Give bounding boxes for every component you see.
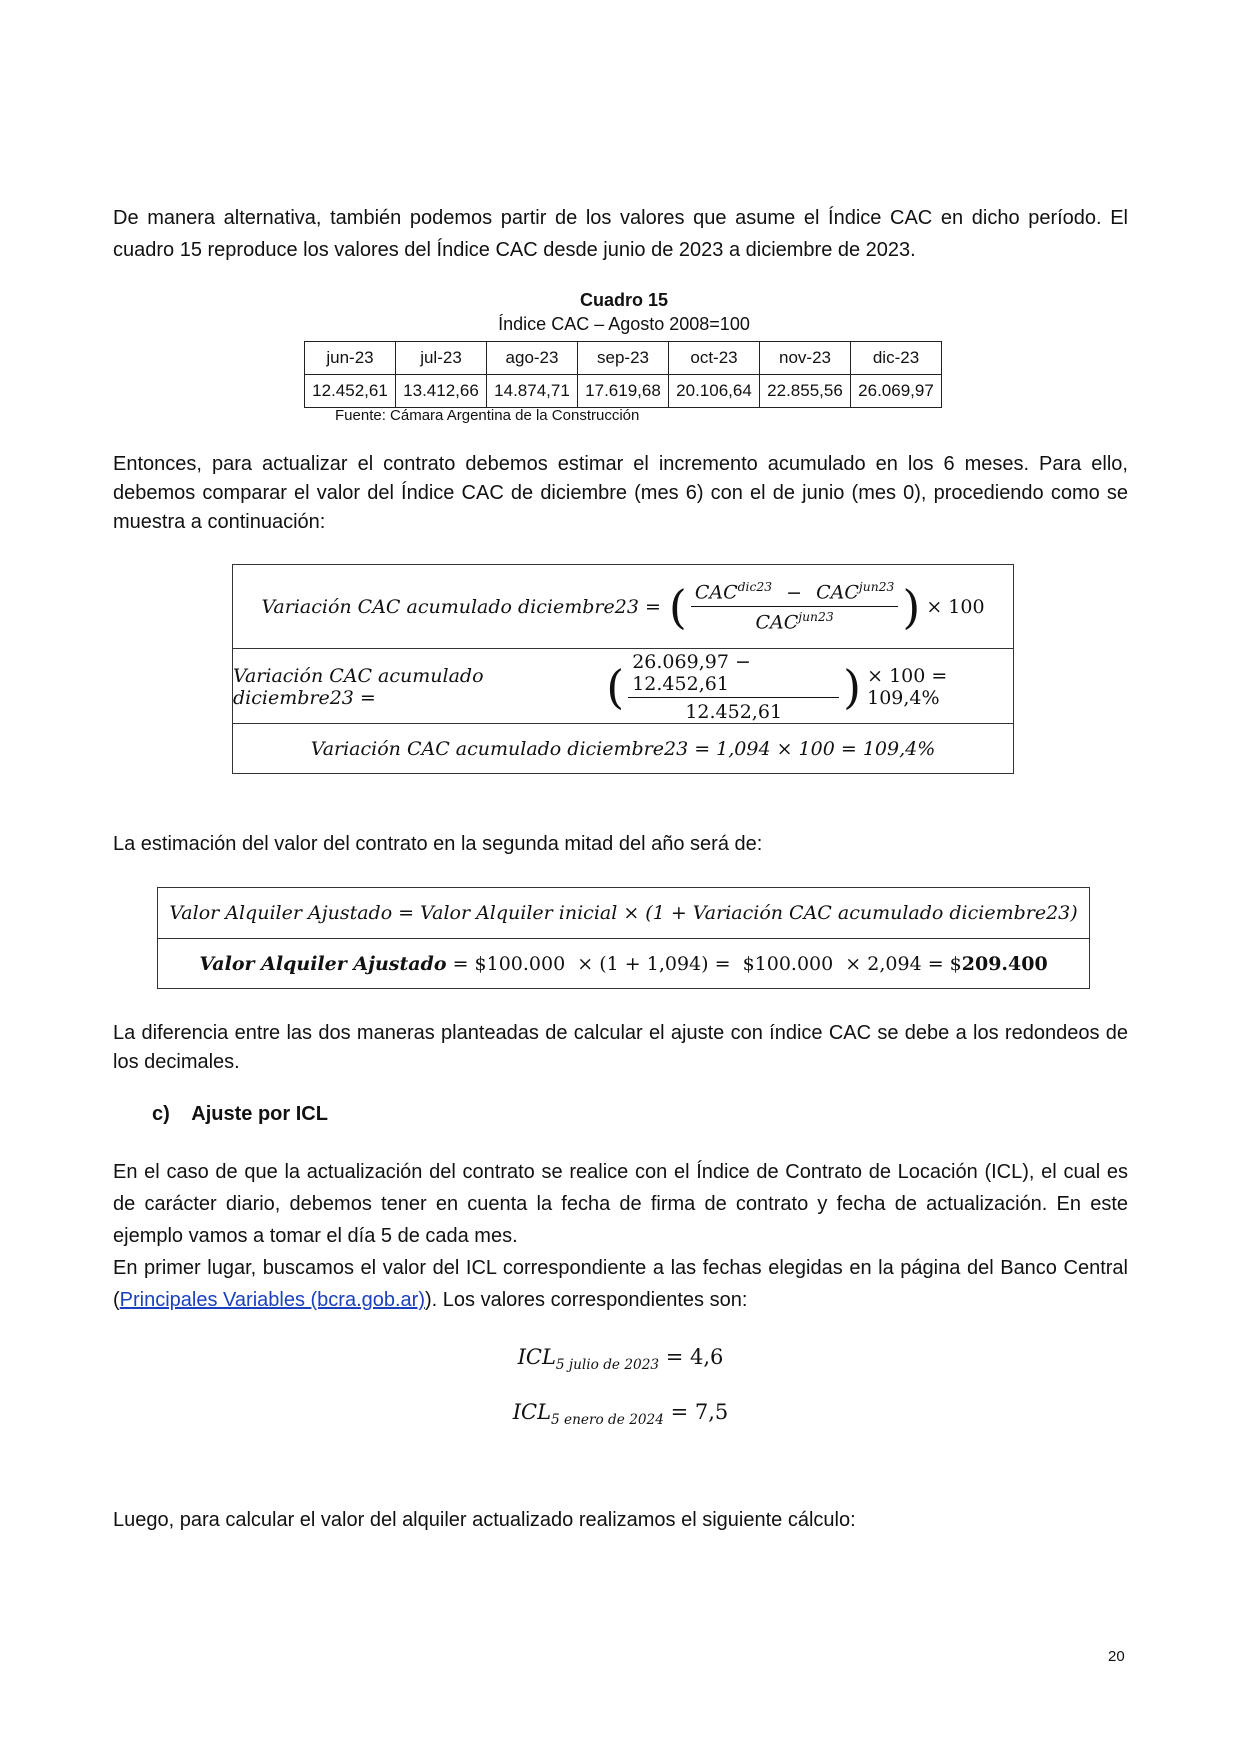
table-row bbox=[305, 375, 942, 408]
table-subtitle: Índice CAC – Agosto 2008=100 bbox=[498, 314, 750, 334]
table-header-cell: jun-23 bbox=[305, 342, 396, 375]
table-header-cell: sep-23 bbox=[578, 342, 669, 375]
formula-general-row: Variación CAC acumulado diciembre23 = ( $\frac{CAC^{dic23} - CAC^{jun23}}{CAC^{jun23}}$ ) × 100 bbox=[261, 579, 985, 634]
formula-values-fraction bbox=[628, 651, 839, 723]
paragraph-method: Entonces, para actualizar el contrato debemos estimar el incremento acumulado en los 6 meses. Para ello, debemos comparar el valor del Índice CAC de diciembre (mes 6) con el de junio (mes 0), procediendo como se muestra a continuación: bbox=[113, 453, 1128, 533]
table-cell: 13.412,66 bbox=[396, 375, 487, 408]
table-cell: 22.855,56 bbox=[760, 375, 851, 408]
paragraph-text: En primer lugar, buscamos el valor del ICL correspondiente a las fechas elegidas en la página del Banco Central ( bbox=[113, 1257, 1128, 1311]
icl-date-subscript: 5 enero de 2024 bbox=[551, 1412, 664, 1429]
formula-values-row: Variación CAC acumulado diciembre23 = ( $\frac{26.069,97 - 12.452,61}{12.452,61}$ ) × 100 = 109,4% bbox=[233, 648, 1013, 724]
cac-variation-formula-box bbox=[232, 564, 1014, 774]
formula-term: CAC bbox=[816, 581, 859, 604]
intro-paragraph: De manera alternativa, también podemos partir de los valores que asume el Índice CAC en dicho período. El cuadro 15 reproduce los valores del Índice CAC desde junio de 2023 a diciembre de 2023. bbox=[113, 207, 1128, 261]
icl-symbol: ICL bbox=[517, 1345, 556, 1369]
table-header-cell: nov-23 bbox=[760, 342, 851, 375]
table-header-cell: ago-23 bbox=[487, 342, 578, 375]
formula-superscript: jun23 bbox=[858, 580, 895, 595]
table-cell: 26.069,97 bbox=[851, 375, 942, 408]
formula-superscript: jun23 bbox=[798, 609, 834, 624]
icl-value: = 4,6 bbox=[659, 1345, 724, 1369]
table-source: Fuente: Cámara Argentina de la Construcción bbox=[335, 407, 640, 424]
adjusted-rent-label: Valor Alquiler Ajustado bbox=[199, 953, 447, 975]
cac-index-table bbox=[304, 341, 942, 408]
table-cell: 14.874,71 bbox=[487, 375, 578, 408]
paragraph-calculation: Luego, para calcular el valor del alquiler actualizado realizamos el siguiente cálculo: bbox=[113, 1509, 856, 1531]
adjusted-rent-result: 209.400 bbox=[961, 953, 1048, 975]
formula-term: CAC bbox=[755, 610, 799, 633]
table-cell: 17.619,68 bbox=[578, 375, 669, 408]
page-number: 20 bbox=[1108, 1648, 1125, 1665]
formula-result: × 100 = 109,4% bbox=[867, 664, 948, 709]
table-title: Cuadro 15 bbox=[579, 290, 669, 310]
adjusted-rent-formula-box bbox=[157, 887, 1090, 989]
formula-fraction bbox=[691, 580, 899, 633]
formula-multiplier: × 100 bbox=[926, 595, 985, 618]
table-cell: 12.452,61 bbox=[305, 375, 396, 408]
adjusted-rent-values-row bbox=[158, 938, 1089, 989]
formula-lhs: Variación CAC acumulado diciembre23 = bbox=[261, 595, 661, 618]
bcra-link[interactable]: Principales Variables (bcra.gob.ar) bbox=[119, 1289, 425, 1311]
icl-value: = 7,5 bbox=[663, 1400, 729, 1424]
table-cell: 20.106,64 bbox=[669, 375, 760, 408]
formula-numerator: 26.069,97 − 12.452,61 bbox=[628, 651, 839, 698]
paragraph-icl-intro: En el caso de que la actualización del contrato se realice con el Índice de Contrato de Locación (ICL), el cual es de carácter diario, debemos tener en cuenta la fecha de firma de contrato y fecha de actualización. En este ejemplo vamos a tomar el día 5 de cada mes. bbox=[113, 1161, 1128, 1247]
table-header-row bbox=[305, 342, 942, 375]
formula-lhs: Variación CAC acumulado diciembre23 = bbox=[233, 664, 484, 709]
table-header-cell: jul-23 bbox=[396, 342, 487, 375]
paragraph-difference: La diferencia entre las dos maneras planteadas de calcular el ajuste con índice CAC se debe a los redondeos de los decimales. bbox=[113, 1022, 1128, 1073]
formula-term: CAC bbox=[694, 581, 738, 604]
formula-superscript: dic23 bbox=[737, 580, 773, 595]
paragraph-icl-source bbox=[113, 1252, 1128, 1316]
formula-operator: − bbox=[786, 581, 803, 604]
section-heading: c) Ajuste por ICL bbox=[152, 1103, 328, 1125]
formula-result-row: Variación CAC acumulado diciembre23 = 1,094 × 100 = 109,4% bbox=[233, 723, 1013, 774]
formula-denominator: 12.452,61 bbox=[685, 700, 783, 723]
adjusted-rent-general-row: Valor Alquiler Ajustado = Valor Alquiler inicial × (1 + Variación CAC acumulado diciembre23) bbox=[169, 902, 1078, 924]
table-header-cell: oct-23 bbox=[669, 342, 760, 375]
icl-july-formula bbox=[0, 1345, 1241, 1373]
table-header-cell: dic-23 bbox=[851, 342, 942, 375]
paragraph-text: ). Los valores correspondientes son: bbox=[425, 1289, 748, 1311]
icl-symbol: ICL bbox=[512, 1400, 552, 1424]
paragraph-estimation: La estimación del valor del contrato en la segunda mitad del año será de: bbox=[113, 833, 763, 855]
adjusted-rent-computation: = $100.000 × (1 + 1,094) = $100.000 × 2,094 = $ bbox=[446, 953, 962, 975]
icl-date-subscript: 5 julio de 2023 bbox=[555, 1357, 660, 1374]
icl-january-formula bbox=[0, 1400, 1241, 1428]
